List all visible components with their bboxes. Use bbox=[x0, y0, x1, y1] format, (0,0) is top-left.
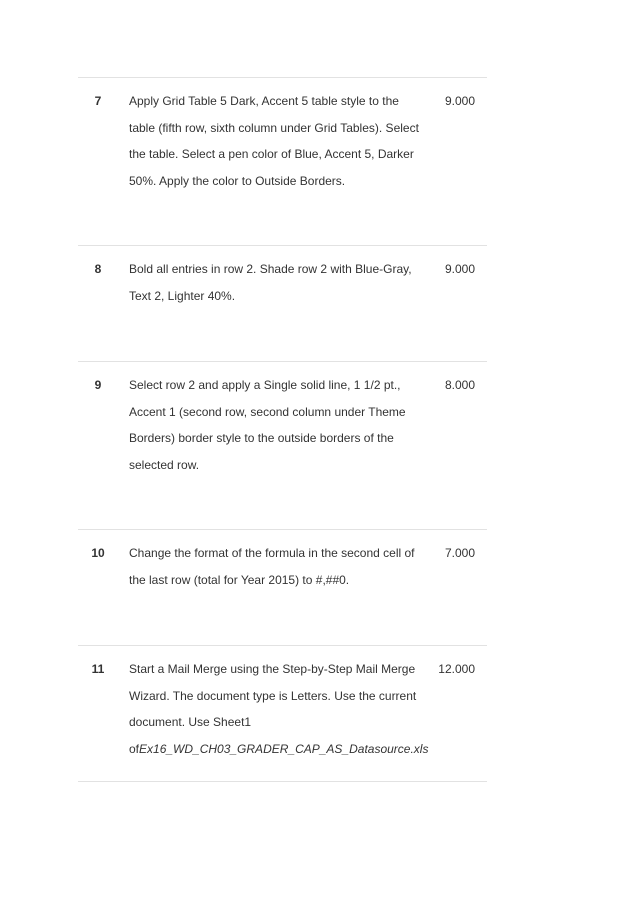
step-number: 11 bbox=[91, 662, 105, 676]
description-line: document. Use Sheet1 bbox=[129, 715, 252, 729]
step-number: 7 bbox=[94, 94, 102, 108]
description-line: table (fifth row, sixth column under Grid Tables). Select bbox=[129, 120, 419, 135]
description-line: 50%. Apply the color to Outside Borders. bbox=[129, 173, 346, 188]
description-line bbox=[129, 736, 429, 763]
step-description bbox=[129, 540, 429, 593]
description-line: Select row 2 and apply a Single solid line, 1 1/2 pt., bbox=[129, 378, 401, 392]
step-description bbox=[129, 256, 429, 309]
table-row bbox=[78, 646, 487, 782]
filename-prefix: of bbox=[129, 741, 140, 756]
step-number: 10 bbox=[91, 546, 105, 560]
description-line: selected row. bbox=[129, 457, 200, 472]
points-value: 12.000 bbox=[438, 662, 475, 676]
step-description bbox=[129, 372, 429, 478]
description-line: the last row (total for Year 2015) to #,##0. bbox=[129, 572, 350, 587]
description-line: the table. Select a pen color of Blue, Accent 5, Darker bbox=[129, 147, 414, 161]
table-row bbox=[78, 78, 487, 246]
step-number: 8 bbox=[94, 262, 102, 276]
step-number: 9 bbox=[94, 378, 102, 392]
description-line: Accent 1 (second row, second column under Theme bbox=[129, 404, 406, 419]
table-row bbox=[78, 362, 487, 530]
step-description bbox=[129, 88, 429, 194]
description-line: Bold all entries in row 2. Shade row 2 with Blue-Gray, bbox=[129, 262, 412, 276]
description-line: Change the format of the formula in the second cell of bbox=[129, 546, 415, 560]
points-value: 8.000 bbox=[444, 378, 475, 392]
table-row bbox=[78, 530, 487, 646]
points-value: 9.000 bbox=[444, 262, 475, 276]
table-row bbox=[78, 246, 487, 362]
description-line: Borders) border style to the outside borders of the bbox=[129, 431, 394, 445]
points-value: 9.000 bbox=[444, 94, 475, 108]
description-line: Apply Grid Table 5 Dark, Accent 5 table style to the bbox=[129, 94, 399, 108]
description-line: Text 2, Lighter 40%. bbox=[129, 288, 236, 303]
datasource-filename: Ex16_WD_CH03_GRADER_CAP_AS_Datasource.xls bbox=[139, 741, 429, 756]
step-description bbox=[129, 656, 429, 762]
description-line: Start a Mail Merge using the Step-by-Step Mail Merge bbox=[129, 662, 416, 676]
description-line: Wizard. The document type is Letters. Use the current bbox=[129, 688, 417, 703]
grading-table bbox=[78, 77, 487, 782]
points-value: 7.000 bbox=[444, 546, 475, 560]
